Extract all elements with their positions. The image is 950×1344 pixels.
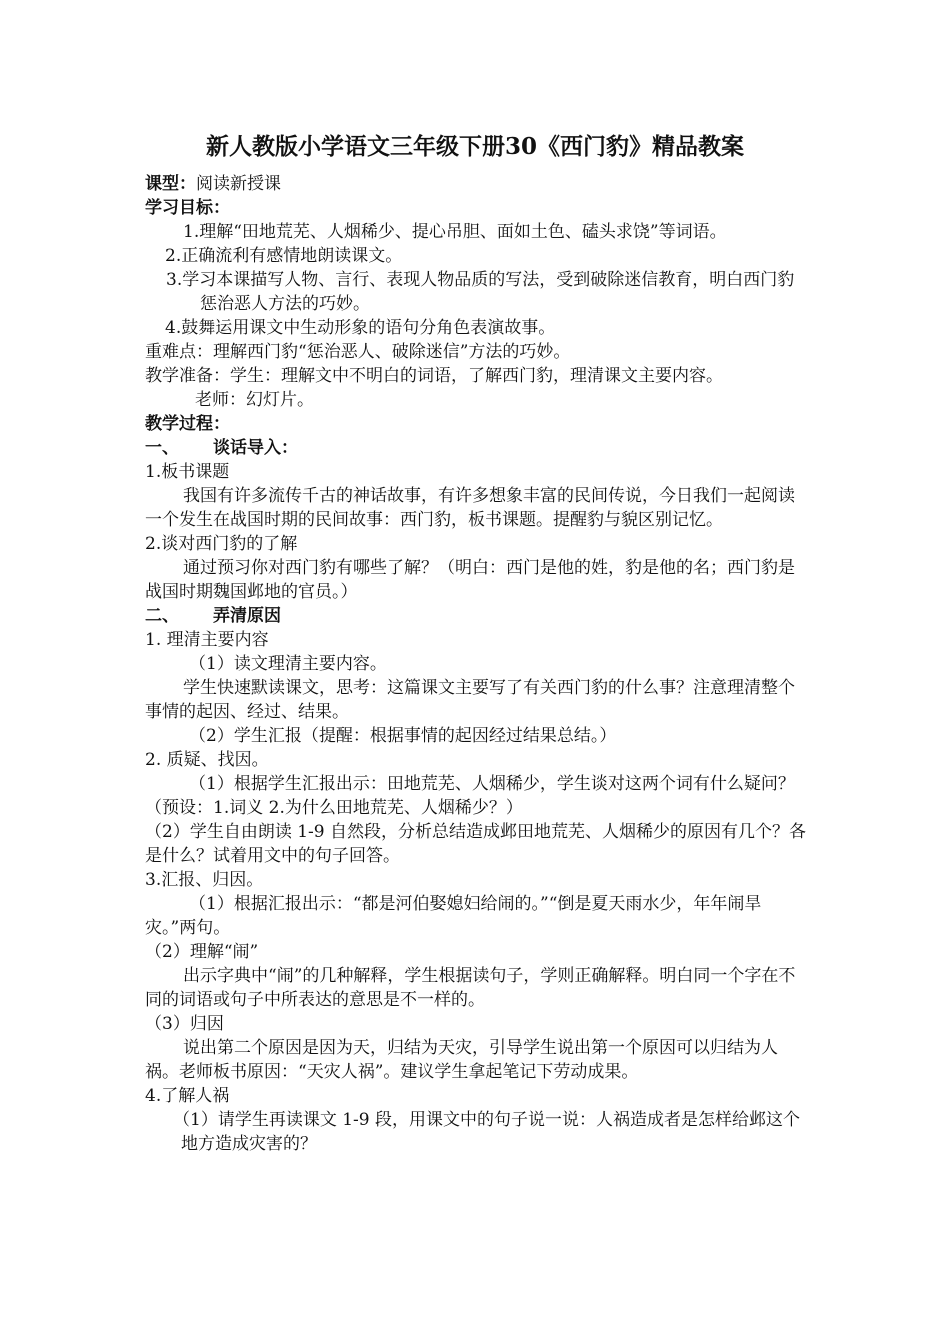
s2-item-4-a: （1）请学生再读课文 1-9 段，用课文中的句子说一说：人祸造成者是怎样给邺这个地方造成灾害的？ — [173, 1110, 800, 1154]
s2-item-3-b: （2）理解“闹” — [145, 942, 259, 962]
course-type — [145, 172, 810, 196]
objective-4: 4.鼓舞运用课文中生动形象的语句分角色表演故事。 — [165, 318, 556, 338]
s2-item-4: 4.了解人祸 — [145, 1086, 230, 1106]
s2-item-2: 2. 质疑、找因。 — [145, 750, 269, 770]
s1-item-2: 2.谈对西门豹的了解 — [145, 534, 298, 554]
difficulty: 重难点：理解西门豹“惩治恶人、破除迷信”方法的巧妙。 — [145, 342, 571, 362]
section-1-number: 一、 — [145, 438, 179, 458]
objective-2: 2.正确流利有感情地朗读课文。 — [165, 246, 403, 266]
objective-3: 3.学习本课描写人物、言行、表现人物品质的写法，受到破除迷信教育，明白西门豹惩治恶人方法的巧妙。 — [166, 270, 795, 314]
objective-1: 1.理解“田地荒芜、人烟稀少、提心吊胆、面如土色、磕头求饶”等词语。 — [183, 222, 727, 242]
course-type-value: 阅读新授课 — [196, 174, 281, 194]
s2-item-1-a-text: 学生快速默读课文，思考：这篇课文主要写了有关西门豹的什么事？注意理清整个事情的起因、经过、结果。 — [145, 678, 795, 722]
s2-item-3-a: （1）根据汇报出示：“都是河伯娶媳妇给闹的。”“倒是夏天雨水少，年年闹旱灾。”两句。 — [145, 894, 762, 938]
s2-item-3-c-text: 说出第二个原因是因为天，归结为天灾，引导学生说出第一个原因可以归结为人祸。老师板书原因：“天灾人祸”。建议学生拿起笔记下劳动成果。 — [145, 1038, 778, 1082]
section-1-heading — [145, 436, 810, 460]
section-2-number: 二、 — [145, 606, 179, 626]
s2-item-1-b: （2）学生汇报（提醒：根据事情的起因经过结果总结。） — [189, 726, 617, 746]
objectives-heading: 学习目标： — [145, 198, 230, 218]
s2-item-3: 3.汇报、归因。 — [145, 870, 264, 890]
prep-student: 教学准备：学生：理解文中不明白的词语，了解西门豹，理清课文主要内容。 — [145, 366, 723, 386]
document-page — [145, 130, 810, 1156]
s1-item-1: 1.板书课题 — [145, 462, 230, 482]
section-2-title: 弄清原因 — [213, 606, 281, 626]
prep-teacher: 老师：幻灯片。 — [195, 390, 314, 410]
section-1-title: 谈话导入： — [213, 438, 298, 458]
s2-item-1: 1. 理清主要内容 — [145, 630, 269, 650]
s1-item-2-text: 通过预习你对西门豹有哪些了解？（明白：西门是他的姓，豹是他的名；西门豹是战国时期魏国邺地的官员。） — [145, 558, 795, 602]
s1-item-1-text: 我国有许多流传千古的神话故事，有许多想象丰富的民间传说，今日我们一起阅读一个发生在战国时期的民间故事：西门豹，板书课题。提醒豹与貌区别记忆。 — [145, 486, 795, 530]
s2-item-2-a: （1）根据学生汇报出示：田地荒芜、人烟稀少，学生谈对这两个词有什么疑问？（预设：1.词义 2.为什么田地荒芜、人烟稀少？） — [145, 774, 795, 818]
s2-item-3-c: （3）归因 — [145, 1014, 224, 1034]
document-title: 新人教版小学语文三年级下册30《西门豹》精品教案 — [205, 133, 744, 160]
section-2-heading — [145, 604, 810, 628]
s2-item-2-b: （2）学生自由朗读 1-9 自然段，分析总结造成邺田地荒芜、人烟稀少的原因有几个？各是什么？试着用文中的句子回答。 — [145, 822, 806, 866]
s2-item-3-b-text: 出示字典中“闹”的几种解释，学生根据读句子，学则正确解释。明白同一个字在不同的词语或句子中所表达的意思是不一样的。 — [145, 966, 796, 1010]
course-type-label: 课型： — [145, 174, 196, 194]
process-heading: 教学过程： — [145, 414, 230, 434]
s2-item-1-a: （1）读文理清主要内容。 — [189, 654, 387, 674]
